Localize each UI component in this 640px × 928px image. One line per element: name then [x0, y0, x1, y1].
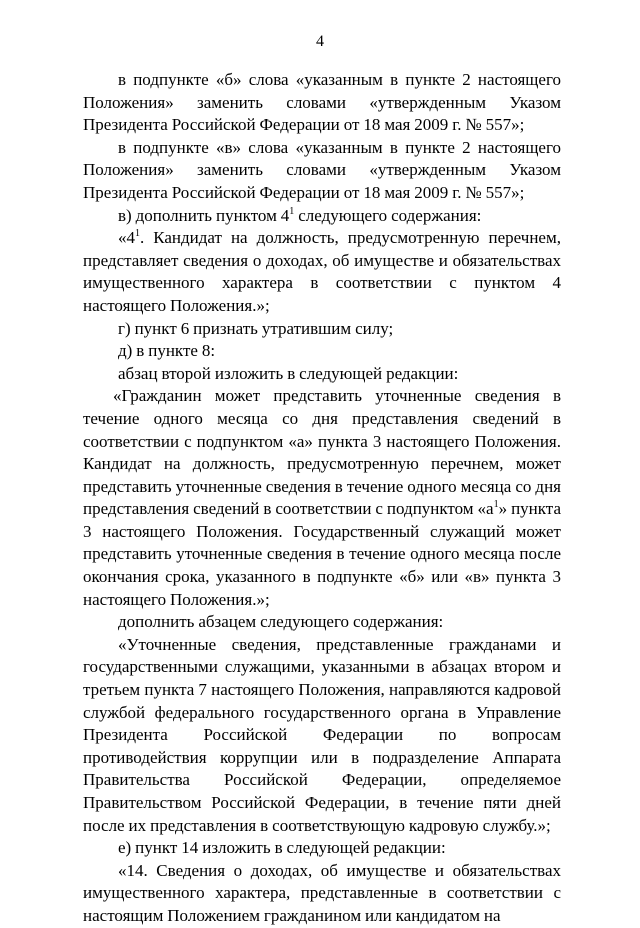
paragraph-text: в) дополнить пунктом 4: [118, 205, 290, 225]
paragraph-text: «4: [118, 228, 135, 248]
paragraph-refined-info-quote: «Уточненные сведения, представленные гражданами и государственными служащими, указанными в абзацах втором и третьем пункта 7 настоящего Положения, направляются кадровой службой федерального государственного органа в Управление Президента Российской Федерации по вопросам противодействия коррупции или в подразделение Аппарата Правительства Российской Федерации, определяемое Правительством Российской Федерации, в течение пяти дней после их представления в соответствующую кадровую службу.»;: [83, 634, 561, 835]
paragraph-text: » пункта 3 настоящего Положения. Государственный служащий может представить уточненные сведения в течение одного месяца после окончания срока, указанного в подпункте «б» или «в» пункта 3 настоящего Положения.»;: [83, 499, 561, 609]
document-body: [83, 69, 561, 928]
paragraph-text: «Гражданин может представить уточненные сведения в течение одного месяца со дня представления сведений в соответствии с подпунктом «а» пункта 3 настоящего Положения. Кандидат на должность, предусмотренную перечнем, может представить уточненные сведения в течение одного месяца со дня представления сведений в соответствии с подпунктом «а: [83, 386, 561, 519]
paragraph-text: следующего содержания:: [294, 205, 482, 225]
superscript: 1: [135, 228, 140, 240]
page-number: 4: [316, 33, 324, 50]
superscript: 1: [493, 499, 499, 511]
paragraph-add-point-4-1: [83, 205, 561, 228]
paragraph-subpoint-v: в подпункте «в» слова «указанным в пункте 2 настоящего Положения» заменить словами «утвержденным Указом Президента Российской Федерации от 18 мая 2009 г. № 557»;: [83, 137, 561, 202]
paragraph-subpoint-b: в подпункте «б» слова «указанным в пункте 2 настоящего Положения» заменить словами «утвержденным Указом Президента Российской Федерации от 18 мая 2009 г. № 557»;: [83, 70, 561, 135]
paragraph-point-6: г) пункт 6 признать утратившим силу;: [118, 318, 394, 338]
paragraph-point-8: д) в пункте 8:: [118, 341, 216, 361]
paragraph-point-4-1-text: [83, 227, 561, 317]
paragraph-citizen-quote: [83, 385, 561, 611]
superscript: 1: [289, 205, 295, 217]
paragraph-add-abzac: дополнить абзацем следующего содержания:: [118, 612, 444, 632]
paragraph-text: . Кандидат на должность, предусмотренную перечнем, представляет сведения о доходах, об имуществе и обязательствах имущественного характера в соответствии с пунктом 4 настоящего Положения.»;: [83, 228, 561, 315]
paragraph-second-abzac: абзац второй изложить в следующей редакции:: [118, 363, 459, 383]
paragraph-point-14-text: «14. Сведения о доходах, об имуществе и обязательствах имущественного характера, представленные в соответствии с настоящим Положением гражданином или кандидатом на: [83, 860, 561, 925]
paragraph-point-14: е) пункт 14 изложить в следующей редакции:: [118, 838, 446, 858]
